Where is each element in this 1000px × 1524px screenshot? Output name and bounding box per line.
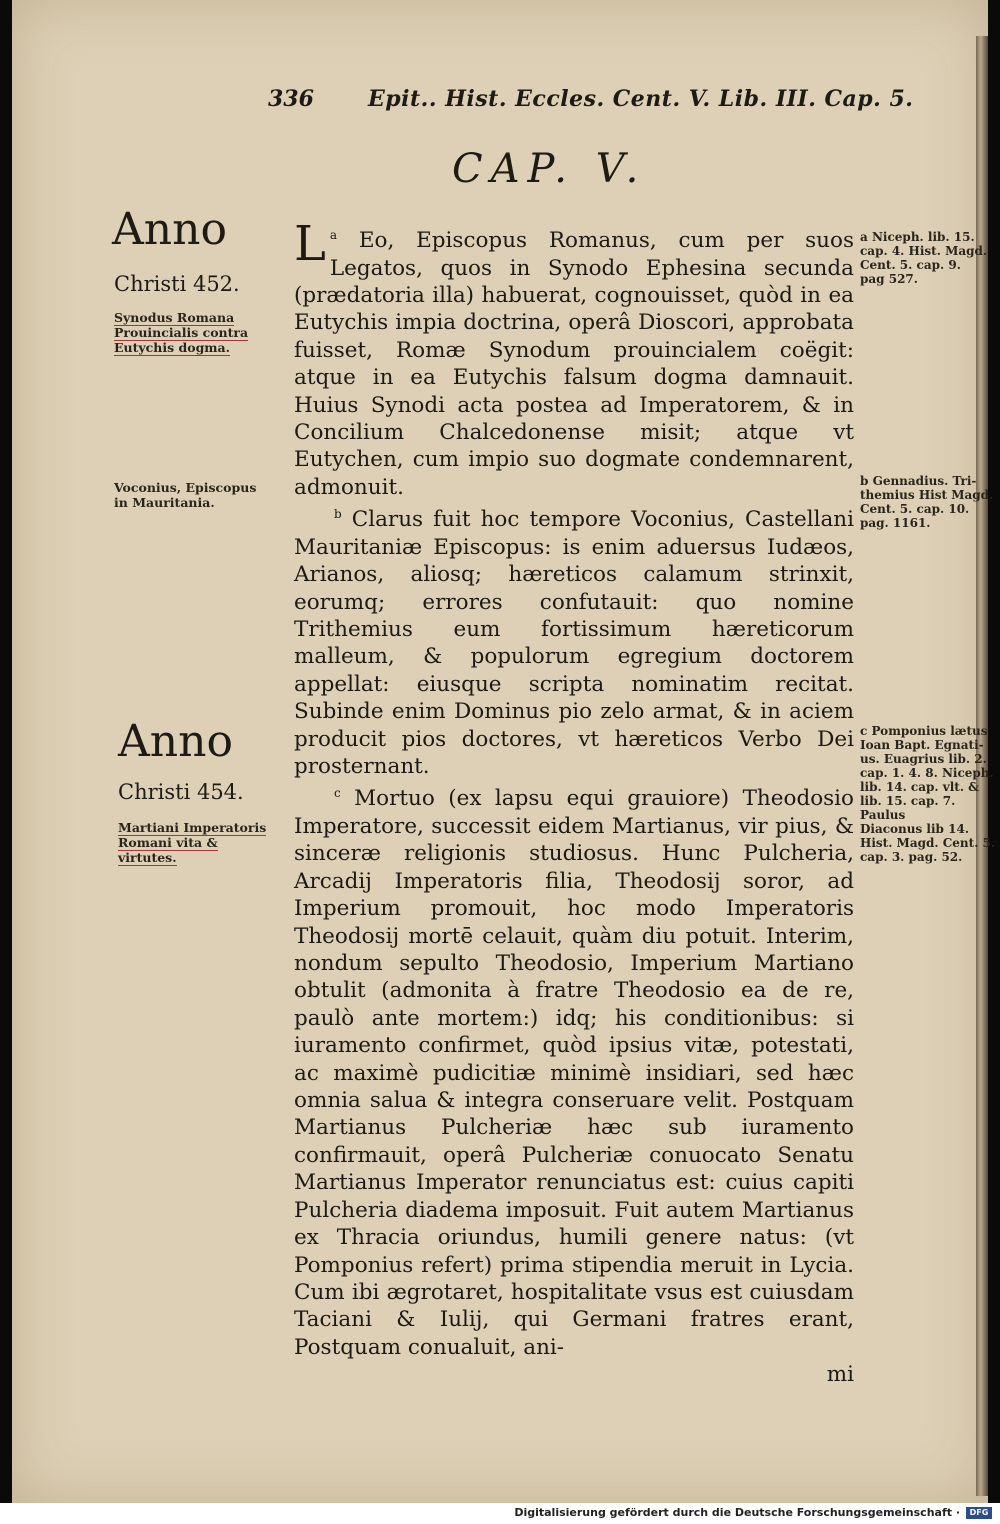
margin-note-synodus bbox=[114, 310, 264, 355]
main-text bbox=[294, 216, 855, 1389]
margin-ref-c: c Pomponius lætus Ioan Bapt. Egnati- us. Euagrius lib. 2. cap. 1. 4. 8. Niceph. lib. 14. cap. vlt. & lib. 15. cap. 7. Paulus Diaconus lib 14. Hist. Magd. Cent. 5. cap. 3. pag. 52. bbox=[860, 724, 996, 864]
page-number: 336 bbox=[268, 86, 314, 112]
anno-heading-2: Anno bbox=[118, 716, 233, 767]
paragraph-text: Mortuo (ex lapsu equi grauiore) Theodosio Imperatore, successit eidem Martianus, vir pius, & sinceræ religionis studiosus. Hunc Pulcheria, Arcadij Imperatoris filia, Theodosij soror, ad Imperium promouit, hoc modo Imperatoris Theodosij mortē celauit, quàm diu potuit. Interim, nondum sepulto Theodosio, Imperium Martiano obtulit (admonita à fratre Theodosio ea de re, paulò ante mortem:) idq; his conditionibus: si iuramento confirmet, quòd ipsius vitæ, potestati, ac maximè pudicitiæ minimè insidiari, sed hæc omnia salua & integra conseruare velit. Postquam Martianus Pulcheriæ hæc sub iuramento confirmauit, operâ Pulcheriæ conuocato Senatu Martianus Imperator renunciatus est: cuius capiti Pulcheria diadema imposuit. Fuit autem Martianus ex Thracia oriundus, humili genere natus: (vt Pomponius refert) prima stipendia meruit in Lycia. Cum ibi ægrotaret, hospitalitate vsus est cuiusdam Taciani & Iulij, qui Germani fratres erant, Postquam conualuit, ani- bbox=[294, 786, 854, 1360]
paragraph-2 bbox=[294, 501, 854, 780]
paragraph-text: Eo, Episcopus Romanus, cum per suos Legatos, quos in Synodo Ephesina secunda (prædatoria illa) habuerat, cognouisset, quòd in ea Eutychis impia doctrina, operâ Dioscori, approbata fuisset, Romæ Synodum prouincialem coëgit: atque in ea Eutychis falsum dogma damnauit. Huius Synodi acta postea ad Imperatorem, & in Concilium Chalcedonense misit; atque vt Eutychen, cum impio suo dogmate condemnarent, admonuit. bbox=[294, 228, 855, 500]
anno-heading-1: Anno bbox=[112, 204, 227, 255]
christi-year-2: Christi 454. bbox=[118, 780, 244, 804]
margin-note-text: Synodus Romana Prouincialis contra Eutychis dogma. bbox=[114, 310, 249, 355]
margin-ref-b: b Gennadius. Tri- themius Hist Magd. Cent. 5. cap. 10. pag. 1161. bbox=[860, 474, 994, 530]
paragraph-text: Clarus fuit hoc tempore Voconius, Castellani Mauritaniæ Episcopus: is enim aduersus Iudæos, Arianos, aliosq; hæreticos calamum strinxit, eorumq; errores confutauit: quo nomine Trithemius eum fortissimum hæreticorum malleum, & populorum egregium doctorem appellat: eiusque scripta nominatim recitat. Subinde enim Dominus pio zelo armat, & in aciem producit pios doctores, vt hæreticos Verbo Dei prosternant. bbox=[294, 507, 854, 780]
footnote-marker-c: c bbox=[334, 786, 341, 801]
catchword: mi bbox=[826, 1362, 854, 1388]
paragraph-1 bbox=[294, 216, 855, 501]
margin-note-text: Martiani Imperatoris Romani vita & virtutes. bbox=[118, 820, 267, 865]
margin-note-voconius: Voconius, Episcopus in Mauritania. bbox=[114, 480, 257, 510]
book-page bbox=[12, 0, 996, 1503]
dfg-logo-icon: DFG bbox=[966, 1507, 992, 1519]
footer-credit: Digitalisierung gefördert durch die Deutsche Forschungsgemeinschaft · bbox=[514, 1506, 960, 1519]
christi-year-1: Christi 452. bbox=[114, 272, 240, 296]
paragraph-3 bbox=[294, 780, 854, 1361]
chapter-title: CAP. V. bbox=[452, 146, 647, 192]
drop-cap: L bbox=[294, 216, 326, 272]
running-head: Epit.. Hist. Eccles. Cent. V. Lib. III. Cap. 5. bbox=[368, 86, 914, 112]
margin-note-martiani bbox=[118, 820, 268, 865]
footnote-marker-a: a bbox=[329, 228, 338, 242]
footnote-marker-b: b bbox=[334, 507, 342, 522]
margin-ref-a: a Niceph. lib. 15. cap. 4. Hist. Magd. Cent. 5. cap. 9. pag 527. bbox=[860, 230, 988, 286]
